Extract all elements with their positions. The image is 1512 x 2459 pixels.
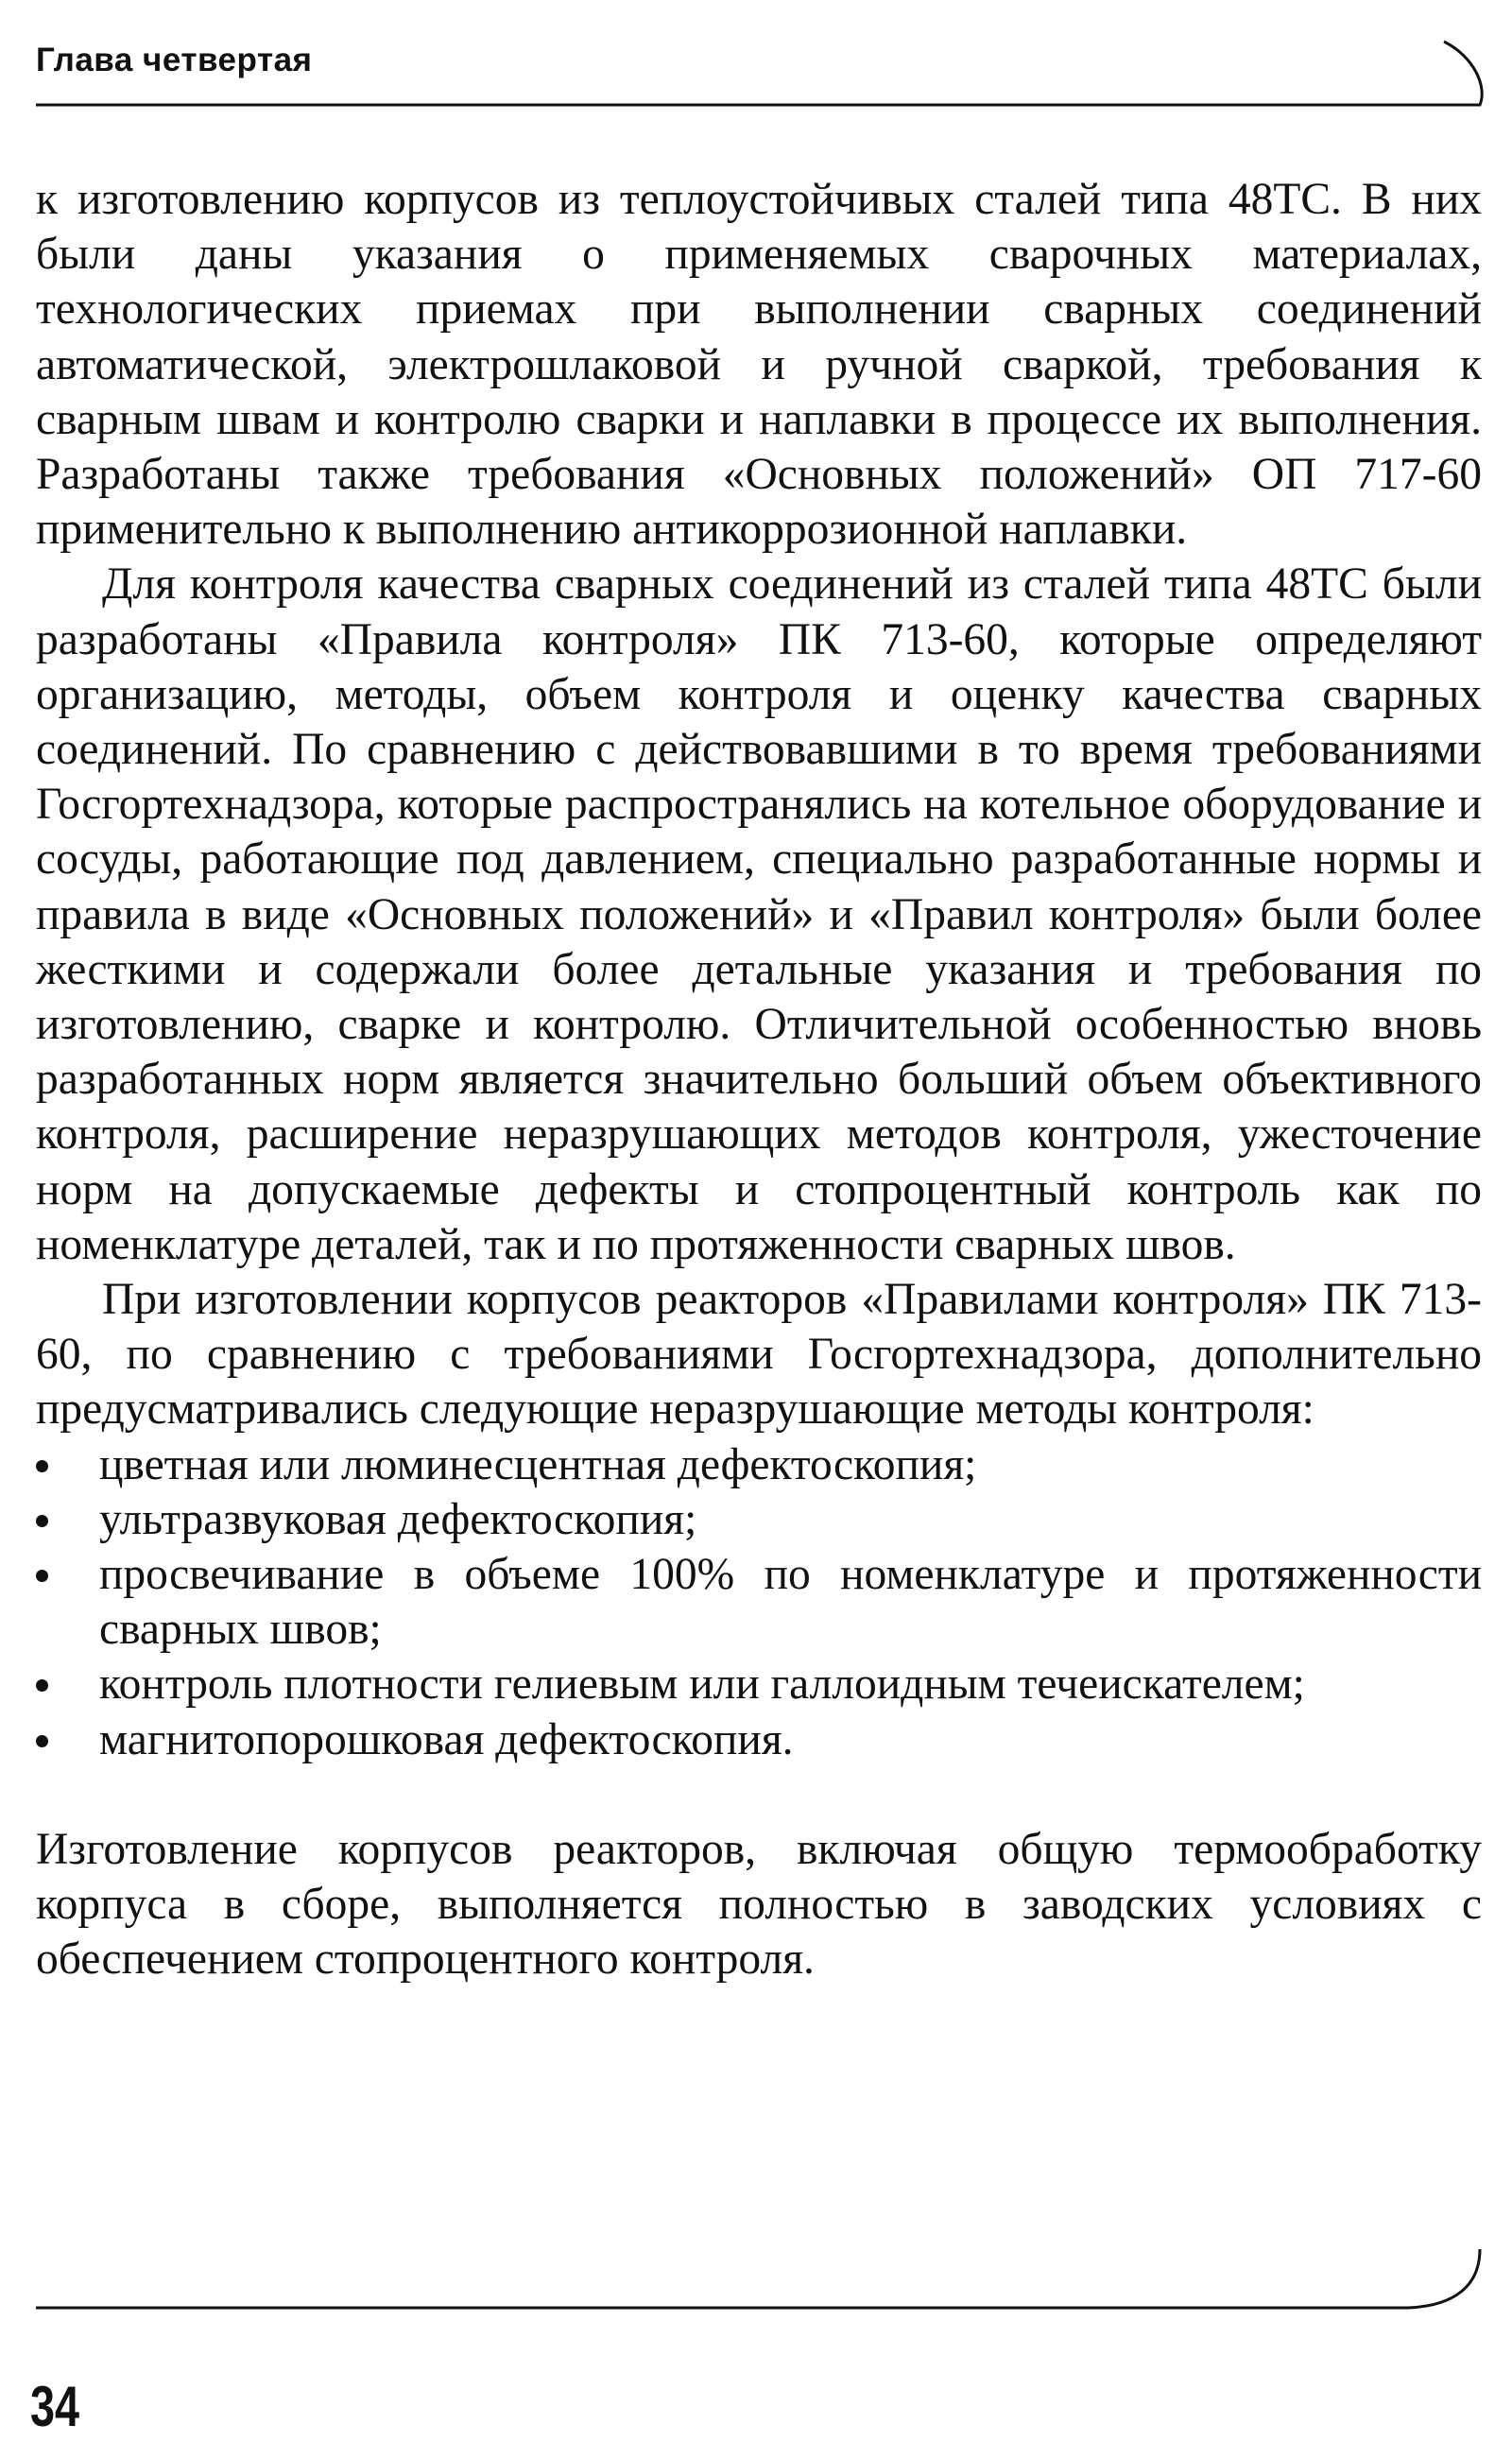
bullet-icon <box>36 1735 48 1747</box>
paragraph-2: Для контроля качества сварных соединений из сталей типа 48ТС были разработаны «Правила контроля» ПК 713-60, которые определяют организацию, методы, объем контроля и оценку качества сварных соединений. По сравнению с действовавшими в то время требованиями Госгортехнадзора, которые распространялись на котельное оборудование и сосуды, работающие под давлением, специально разработанные нормы и правила в виде «Основных положений» и «Правил контроля» были более жесткими и содержали более детальные указания и требования по изготовлению, сварке и контролю. Отличительной особенностью вновь разработанных норм является значительно больший объем объективного контроля, расширение неразрушающих методов контроля, ужесточение норм на допускаемые дефекты и стопроцентный контроль как по номенклатуре деталей, так и по протяженности сварных швов. <box>36 559 1482 1269</box>
list-item: контроль плотности гелиевым или галлоидным течеискателем; <box>36 1657 1482 1711</box>
chapter-title: Глава четвертая <box>36 42 313 78</box>
paragraph-3: При изготовлении корпусов реакторов «Правилами контроля» ПК 713-60, по сравнению с требованиями Госгортехнадзора, дополнительно предусматривались следующие неразрушающие методы контроля: <box>36 1275 1482 1435</box>
page-number: 34 <box>30 2375 80 2438</box>
list-item: просвечивание в объеме 100% по номенклатуре и протяженности сварных швов; <box>36 1547 1482 1657</box>
bullet-icon <box>36 1515 48 1527</box>
paragraph-1: к изготовлению корпусов из теплоустойчивых сталей типа 48ТС. В них были даны указания о применяемых сварочных материалах, технологических приемах при выполнении сварных соединений автоматической, электрошлаковой и ручной сваркой, требования к сварным швам и контролю сварки и наплавки в процессе их выполнения. Разработаны также требования «Основных положений» ОП 717-60 применительно к выполнению антикоррозионной наплавки. <box>36 175 1482 555</box>
list-item: магнитопорошковая дефектоскопия. <box>36 1712 1482 1767</box>
footer-rule <box>36 2249 1480 2308</box>
paragraph-4: Изготовление корпусов реакторов, включая общую термообработку корпуса в сборе, выполняется полностью в заводских условиях с обеспечением стопроцентного контроля. <box>36 1824 1482 1985</box>
page-body <box>36 172 1482 1987</box>
bullet-icon <box>36 1679 48 1692</box>
spacer <box>36 1767 1482 1822</box>
list-item: ультразвуковая дефектоскопия; <box>36 1492 1482 1547</box>
list-item: цветная или люминесцентная дефектоскопия; <box>36 1437 1482 1492</box>
bullet-icon <box>36 1570 48 1582</box>
methods-list <box>36 1437 1482 1767</box>
bullet-icon <box>36 1460 48 1472</box>
